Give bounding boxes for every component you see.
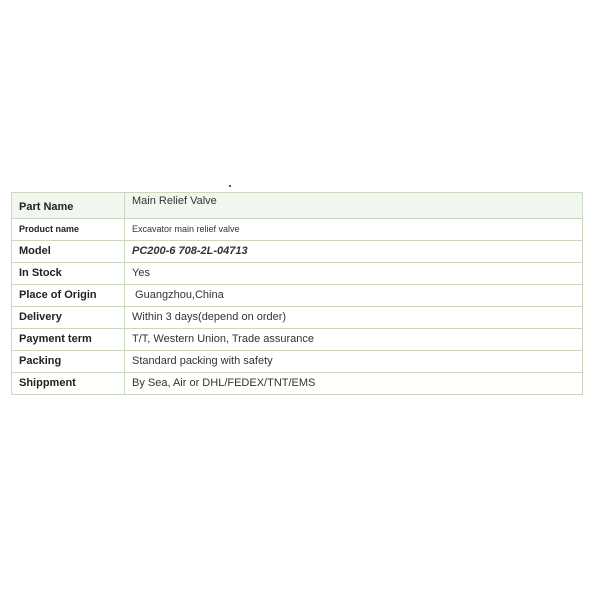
row-label: In Stock [12, 263, 125, 285]
row-label: Part Name [12, 193, 125, 219]
row-value: Main Relief Valve [125, 193, 583, 219]
table-row [12, 263, 583, 285]
row-label: Payment term [12, 329, 125, 351]
row-value: Standard packing with safety [125, 351, 583, 373]
table-row [12, 329, 583, 351]
row-value: PC200-6 708-2L-04713 [125, 241, 583, 263]
row-label: Delivery [12, 307, 125, 329]
row-label: Product name [12, 219, 125, 241]
product-spec-table [11, 192, 583, 395]
row-value: Yes [125, 263, 583, 285]
table-row [12, 241, 583, 263]
row-label: Model [12, 241, 125, 263]
row-label: Place of Origin [12, 285, 125, 307]
table-row [12, 351, 583, 373]
table-row [12, 285, 583, 307]
table-row [12, 373, 583, 395]
row-value: T/T, Western Union, Trade assurance [125, 329, 583, 351]
row-label: Shippment [12, 373, 125, 395]
row-value: By Sea, Air or DHL/FEDEX/TNT/EMS [125, 373, 583, 395]
row-value: Within 3 days(depend on order) [125, 307, 583, 329]
table-row [12, 307, 583, 329]
row-value: Excavator main relief valve [125, 219, 583, 241]
table-row [12, 219, 583, 241]
row-value: Guangzhou,China [125, 285, 583, 307]
table-row [12, 193, 583, 219]
row-label: Packing [12, 351, 125, 373]
stray-mark [229, 185, 231, 187]
